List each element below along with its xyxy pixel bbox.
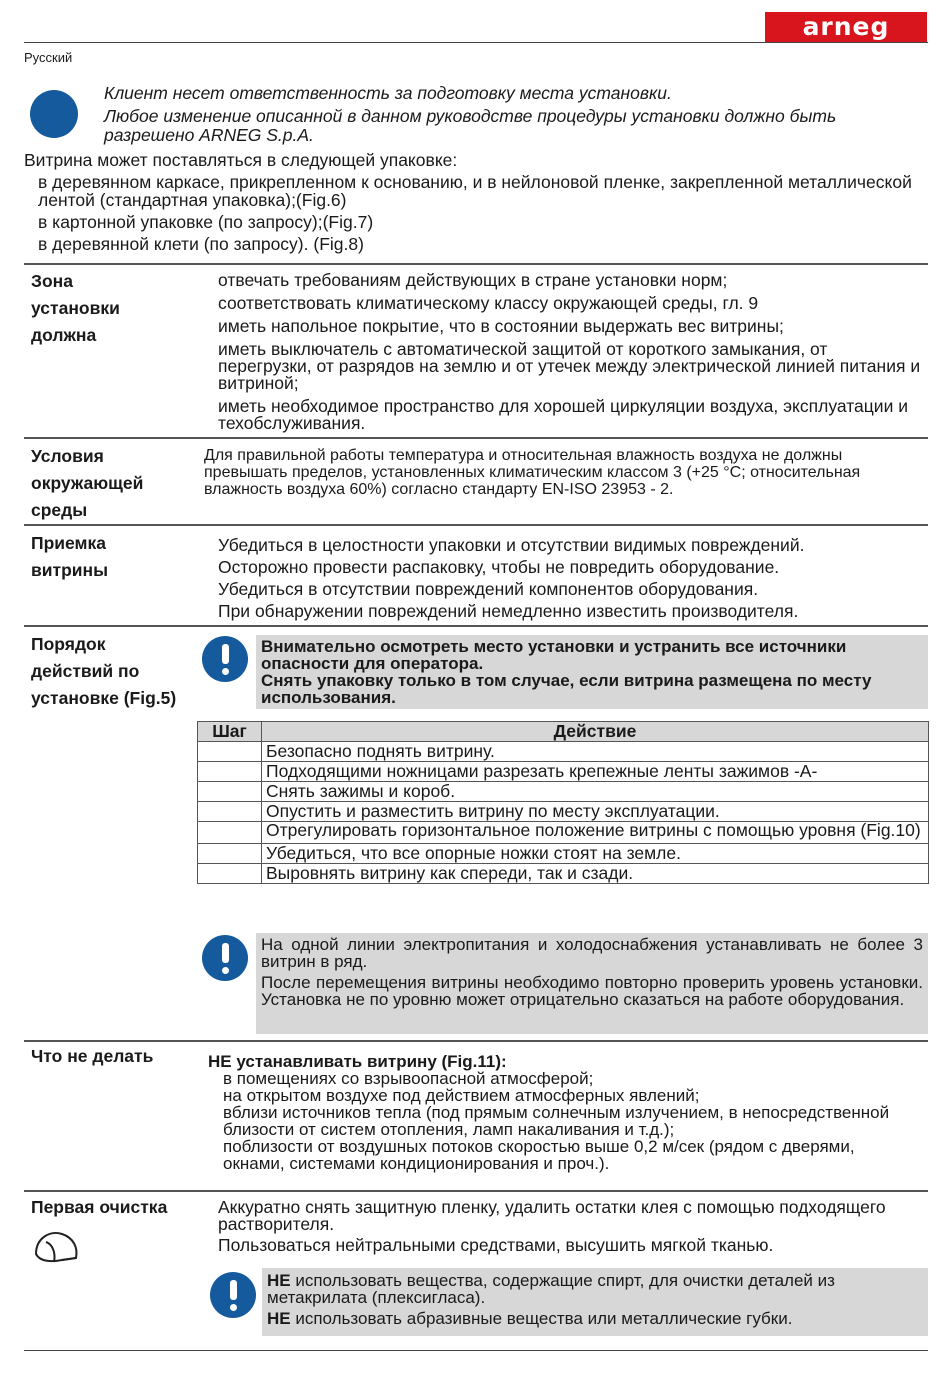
packaging-item: в деревянном каркасе, прикрепленном к основанию, и в нейлоновой пленке, закрепленной металлической лентой (стандартная упаковка);(Fig.6): [38, 172, 912, 210]
reception-item: При обнаружении повреждений немедленно известить производителя.: [218, 601, 799, 621]
reception-label: Приемка витрины: [31, 533, 109, 580]
table-header-row: [198, 722, 929, 742]
zone-label: Зона установки должна: [31, 271, 120, 345]
procedure-warning: Снять упаковку только в том случае, если витрина размещена по месту использования.: [261, 671, 872, 707]
cleaning-warning-text: использовать вещества, содержащие спирт, для очистки деталей из метакрилата (плексигласа).: [267, 1271, 835, 1307]
step-action: Опустить и разместить витрину по месту эксплуатации.: [262, 802, 929, 822]
dont-label: Что не делать: [31, 1046, 154, 1066]
reception-list: [218, 534, 928, 622]
procedure-warning-box: [256, 635, 928, 709]
zone-item: соответствовать климатическому классу окружающей среды, гл. 9: [218, 293, 759, 313]
dont-title: НЕ устанавливать витрину (Fig.11):: [208, 1052, 507, 1071]
reception-item: Осторожно провести распаковку, чтобы не повредить оборудование.: [218, 557, 780, 577]
step-action: Выровнять витрину как спереди, так и сзади.: [262, 864, 929, 884]
cleaning-cap-icon: [32, 1226, 82, 1266]
cleaning-item: Аккуратно снять защитную пленку, удалить остатки клея с помощью подходящего растворителя.: [218, 1197, 886, 1234]
step-action: Отрегулировать горизонтальное положение витрины с помощью уровня (Fig.10): [262, 822, 929, 844]
footer-rule: [24, 1350, 928, 1351]
zone-requirements: [218, 272, 924, 438]
dont-item: вблизи источников тепла (под прямым солнечным излучением, в непосредственной близости от систем отопления, ламп накаливания и т.д.);: [223, 1103, 890, 1139]
environment-text: Для правильной работы температура и относительная влажность воздуха не должны превышать пределов, установленных климатическим классом 3 (+25 °C; относительная влажность воздуха 60%) согласно стандарту EN-ISO 23953 - 2.: [204, 447, 861, 498]
reception-item: Убедиться в целостности упаковки и отсутствии видимых повреждений.: [218, 535, 805, 555]
cleaning-warning: [267, 1310, 923, 1327]
info-circle-icon: [30, 90, 78, 138]
header-rule: [24, 42, 928, 43]
step-action: Безопасно поднять витрину.: [262, 742, 929, 762]
packaging-item: в картонной упаковке (по запросу);(Fig.7): [38, 212, 374, 232]
procedure-note: На одной линии электропитания и холодоснабжения устанавливать не более 3 витрин в ряд.: [261, 935, 923, 971]
dont-list: [223, 1070, 913, 1172]
zone-item: отвечать требованиям действующих в стране установки норм;: [218, 270, 728, 290]
zone-item: иметь выключатель с автоматической защитой от короткого замыкания, от перегрузки, от разрядов на землю и от утечек между электрической линией питания и витриной;: [218, 339, 921, 393]
step-action: Снять зажимы и короб.: [262, 782, 929, 802]
table-row: [198, 802, 929, 822]
steps-table-wrapper: [197, 721, 929, 884]
section-divider: [24, 1040, 928, 1042]
cleaning-warning-box: [262, 1268, 928, 1336]
section-divider: [24, 263, 928, 265]
step-action: Подходящими ножницами разрезать крепежные ленты зажимов -А-: [262, 762, 929, 782]
table-row: [198, 762, 929, 782]
column-header-action: Действие: [262, 722, 929, 742]
table-row: [198, 742, 929, 762]
procedure-warning: Внимательно осмотреть место установки и устранить все источники опасности для оператора.: [261, 637, 847, 673]
table-row: [198, 782, 929, 802]
section-divider: [24, 1190, 928, 1192]
language-label: Русский: [24, 50, 73, 65]
procedure-note-box: [256, 933, 928, 1034]
column-header-step: Шаг: [198, 722, 262, 742]
procedure-note: После перемещения витрины необходимо повторно проверить уровень установки. Установка не по уровню может отрицательно сказаться на работе оборудования.: [261, 973, 923, 1009]
dont-item: поблизости от воздушных потоков скоростью выше 0,2 м/сек (рядом с дверями, окнами, системами кондиционирования и проч.).: [223, 1137, 855, 1173]
cleaning-item: Пользоваться нейтральными средствами, высушить мягкой тканью.: [218, 1235, 774, 1255]
cleaning-label: Первая очистка: [31, 1197, 168, 1217]
warning-icon: [202, 935, 248, 981]
intro-responsibility: Клиент несет ответственность за подготовку места установки.: [104, 83, 672, 103]
zone-item: иметь напольное покрытие, что в состоянии выдержать вес витрины;: [218, 316, 784, 336]
cleaning-list: [218, 1199, 918, 1254]
warning-icon: [210, 1272, 256, 1318]
reception-item: Убедиться в отсутствии повреждений компонентов оборудования.: [218, 579, 759, 599]
dont-item: на открытом воздухе под действием атмосферных явлений;: [223, 1086, 700, 1105]
step-action: Убедиться, что все опорные ножки стоят на земле.: [262, 844, 929, 864]
ne-label: НЕ: [267, 1271, 291, 1290]
arneg-logo: arneg: [765, 12, 927, 42]
table-row: [198, 844, 929, 864]
section-divider: [24, 524, 928, 526]
intro-modification: Любое изменение описанной в данном руководстве процедуры установки должно быть разрешено ARNEG S.p.A.: [104, 106, 837, 145]
packaging-title: Витрина может поставляться в следующей упаковке:: [24, 150, 458, 170]
warning-icon: [202, 636, 248, 682]
procedure-label: Порядок действий по установке (Fig.5): [31, 634, 177, 708]
packaging-item: в деревянной клети (по запросу). (Fig.8): [38, 234, 364, 254]
section-divider: [24, 625, 928, 627]
table-row: [198, 822, 929, 844]
dont-item: в помещениях со взрывоопасной атмосферой;: [223, 1069, 594, 1088]
cleaning-warning: [267, 1272, 923, 1306]
ne-label: НЕ: [267, 1309, 291, 1328]
zone-item: иметь необходимое пространство для хорошей циркуляции воздуха, эксплуатации и техобслуживания.: [218, 396, 908, 433]
steps-table: [197, 721, 929, 884]
environment-label: Условия окружающей среды: [31, 446, 144, 520]
cleaning-warning-text: использовать абразивные вещества или металлические губки.: [295, 1309, 793, 1328]
table-row: [198, 864, 929, 884]
section-divider: [24, 437, 928, 439]
